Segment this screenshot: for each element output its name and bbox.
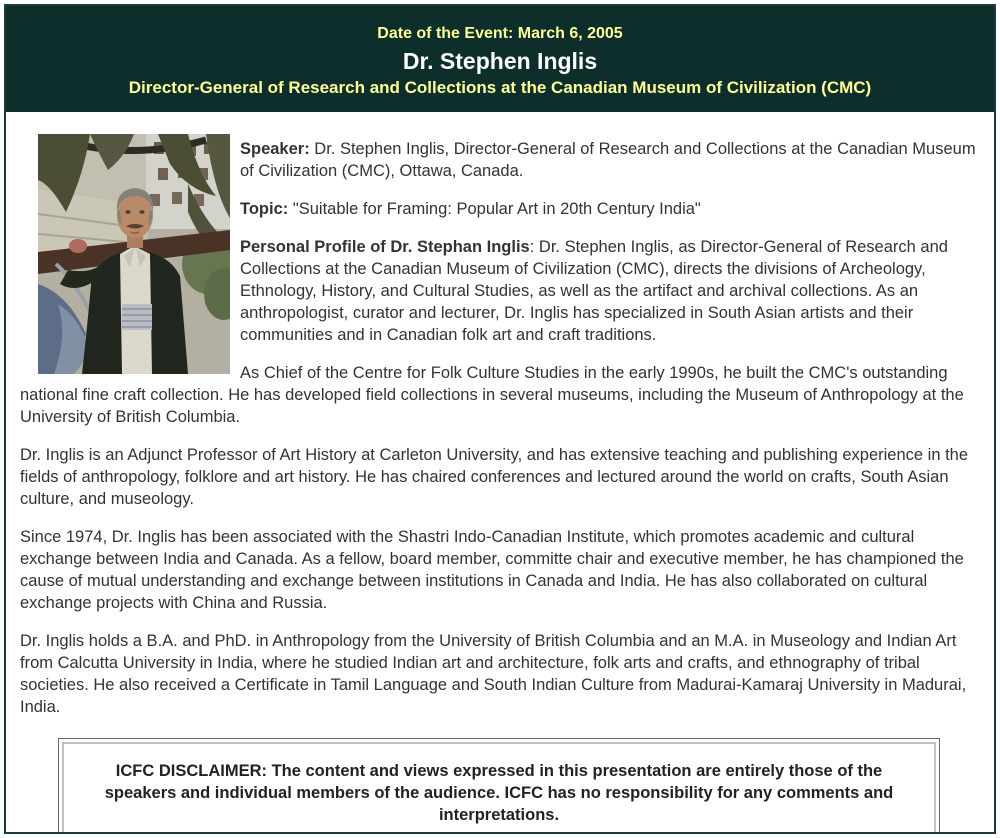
event-date-line: Date of the Event: March 6, 2005 <box>377 25 623 42</box>
main-content <box>6 112 994 834</box>
bio-paragraph-4: Dr. Inglis holds a B.A. and PhD. in Anthropology from the University of British Columbia and an M.A. in Museology and Indian Art from Calcutta University in India, where he studied Indian art and architecture, folk arts and crafts, and ethnography of tribal societies. He also received a Certificate in Tamil Language and South Indian Culture from Madurai-Kamaraj University in Madurai, India. <box>20 632 967 716</box>
disclaimer-text: ICFC DISCLAIMER: The content and views expressed in this presentation are entirely those of the speakers and individual members of the audience. ICFC has no responsibility for any comments and interpretations. <box>62 742 936 834</box>
masthead <box>6 6 994 112</box>
disclaimer-box <box>58 738 940 834</box>
speaker-photo <box>38 134 230 374</box>
speaker-text: Dr. Stephen Inglis, Director-General of Research and Collections at the Canadian Museum of Civilization (CMC), Ottawa, Canada. <box>240 140 976 180</box>
speaker-name-heading: Dr. Stephen Inglis <box>402 48 598 74</box>
page-container <box>4 4 996 834</box>
speaker-title-line: Director-General of Research and Collections at the Canadian Museum of Civilization (CMC) <box>128 78 872 97</box>
bio-paragraph-2: Dr. Inglis is an Adjunct Professor of Art History at Carleton University, and has extensive teaching and publishing experience in the fields of anthropology, folklore and art history. He has chaired conferences and lectured around the world on crafts, South Asian culture, and museology. <box>20 446 969 508</box>
speaker-label: Speaker: <box>240 140 310 158</box>
profile-label: Personal Profile of Dr. Stephan Inglis <box>240 238 530 256</box>
topic-text: "Suitable for Framing: Popular Art in 20th Century India" <box>288 200 701 218</box>
bio-paragraph-1: As Chief of the Centre for Folk Culture Studies in the early 1990s, he built the CMC's outstanding national fine craft collection. He has developed field collections in several museums, including the Museum of Anthropology at the University of British Columbia. <box>20 364 964 426</box>
profile-text: : Dr. Stephen Inglis, as Director-General of Research and Collections at the Canadian Museum of Civilization (CMC), directs the divisions of Archeology, Ethnology, History, and Cultural Studies, as well as the artifact and archival collections. As an anthropologist, curator and lecturer, Dr. Inglis has specialized in South Asian artists and their communities and in Canadian folk art and craft traditions. <box>240 238 948 344</box>
topic-label: Topic: <box>240 200 289 218</box>
bio-paragraph-3: Since 1974, Dr. Inglis has been associated with the Shastri Indo-Canadian Institute, which promotes academic and cultural exchange between India and Canada. As a fellow, board member, committe chair and executive member, he has championed the cause of mutual understanding and exchange between institutions in Canada and India. He has also collaborated on cultural exchange projects with China and Russia. <box>20 528 964 612</box>
